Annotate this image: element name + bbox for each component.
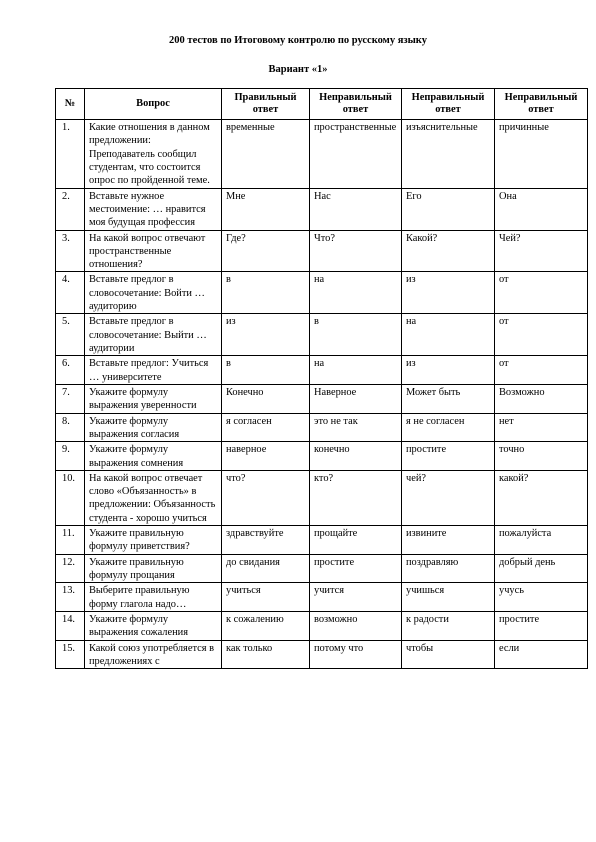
question-cell: Вставьте предлог в словосочетание: Выйти … аудитории — [85, 314, 222, 356]
page-title: 200 тестов по Итоговому контролю по русскому языку — [169, 35, 427, 46]
wrong-answer-3-cell: простите — [495, 611, 588, 640]
wrong-answer-1-cell: простите — [310, 554, 402, 583]
wrong-answer-3-cell: точно — [495, 442, 588, 471]
wrong-answer-1-cell: Что? — [310, 230, 402, 272]
wrong-answer-3-cell: добрый день — [495, 554, 588, 583]
table-row — [56, 640, 588, 669]
table-row — [56, 442, 588, 471]
wrong-answer-3-cell: Чей? — [495, 230, 588, 272]
correct-answer-cell: временные — [222, 120, 310, 189]
wrong-answer-2-cell: к радости — [402, 611, 495, 640]
wrong-answer-1-cell: Нас — [310, 188, 402, 230]
wrong-answer-2-cell: простите — [402, 442, 495, 471]
table-row — [56, 583, 588, 612]
row-number: 13. — [56, 583, 85, 612]
wrong-answer-2-cell: Какой? — [402, 230, 495, 272]
wrong-answer-1-cell: пространственные — [310, 120, 402, 189]
wrong-answer-3-cell: какой? — [495, 470, 588, 525]
table-row — [56, 384, 588, 413]
question-cell: Вставьте предлог в словосочетание: Войти … аудиторию — [85, 272, 222, 314]
row-number: 15. — [56, 640, 85, 669]
question-cell: Какой союз употребляется в предложениях с — [85, 640, 222, 669]
wrong-answer-3-cell: Возможно — [495, 384, 588, 413]
correct-answer-cell: в — [222, 272, 310, 314]
table-row — [56, 230, 588, 272]
question-cell: Какие отношения в данном предложении: Преподаватель сообщил студентам, что состоится опрос по пройденной теме. — [85, 120, 222, 189]
question-cell: Укажите формулу выражения сожаления — [85, 611, 222, 640]
wrong-answer-3-cell: от — [495, 314, 588, 356]
wrong-answer-2-cell: изъяснительные — [402, 120, 495, 189]
correct-answer-cell: как только — [222, 640, 310, 669]
wrong-answer-3-cell: от — [495, 272, 588, 314]
header-number: № — [56, 89, 85, 120]
table-row — [56, 413, 588, 442]
wrong-answer-3-cell: нет — [495, 413, 588, 442]
variant-heading: Вариант «1» — [268, 64, 328, 75]
wrong-answer-1-cell: в — [310, 314, 402, 356]
wrong-answer-1-cell: Наверное — [310, 384, 402, 413]
correct-answer-cell: Где? — [222, 230, 310, 272]
wrong-answer-2-cell: из — [402, 272, 495, 314]
header-wrong-answer-3: Неправильный ответ — [495, 89, 588, 120]
row-number: 5. — [56, 314, 85, 356]
correct-answer-cell: здравствуйте — [222, 526, 310, 555]
correct-answer-cell: к сожалению — [222, 611, 310, 640]
question-cell: Укажите правильную формулу прощания — [85, 554, 222, 583]
wrong-answer-2-cell: поздравляю — [402, 554, 495, 583]
question-cell: Укажите формулу выражения согласия — [85, 413, 222, 442]
question-cell: Вставьте предлог: Учиться … университете — [85, 356, 222, 385]
table-row — [56, 356, 588, 385]
correct-answer-cell: в — [222, 356, 310, 385]
row-number: 14. — [56, 611, 85, 640]
question-cell: Укажите формулу выражения уверенности — [85, 384, 222, 413]
wrong-answer-1-cell: кто? — [310, 470, 402, 525]
table-row — [56, 526, 588, 555]
correct-answer-cell: до свидания — [222, 554, 310, 583]
question-cell: Укажите формулу выражения сомнения — [85, 442, 222, 471]
wrong-answer-2-cell: на — [402, 314, 495, 356]
table-header-row — [56, 89, 588, 120]
table-row — [56, 188, 588, 230]
wrong-answer-1-cell: на — [310, 272, 402, 314]
wrong-answer-3-cell: Она — [495, 188, 588, 230]
wrong-answer-2-cell: Его — [402, 188, 495, 230]
header-question: Вопрос — [85, 89, 222, 120]
wrong-answer-3-cell: если — [495, 640, 588, 669]
row-number: 1. — [56, 120, 85, 189]
wrong-answer-2-cell: учишься — [402, 583, 495, 612]
wrong-answer-2-cell: Может быть — [402, 384, 495, 413]
correct-answer-cell: учиться — [222, 583, 310, 612]
row-number: 7. — [56, 384, 85, 413]
wrong-answer-1-cell: прощайте — [310, 526, 402, 555]
wrong-answer-3-cell: учусь — [495, 583, 588, 612]
wrong-answer-1-cell: на — [310, 356, 402, 385]
test-table — [55, 88, 588, 669]
row-number: 3. — [56, 230, 85, 272]
wrong-answer-2-cell: я не согласен — [402, 413, 495, 442]
wrong-answer-1-cell: это не так — [310, 413, 402, 442]
correct-answer-cell: Мне — [222, 188, 310, 230]
wrong-answer-2-cell: чей? — [402, 470, 495, 525]
header-wrong-answer-2: Неправильный ответ — [402, 89, 495, 120]
question-cell: На какой вопрос отвечает слово «Объязанность» в предложении: Объязанность студента - хорошо учиться — [85, 470, 222, 525]
wrong-answer-1-cell: потому что — [310, 640, 402, 669]
table-row — [56, 611, 588, 640]
correct-answer-cell: Конечно — [222, 384, 310, 413]
wrong-answer-1-cell: возможно — [310, 611, 402, 640]
row-number: 6. — [56, 356, 85, 385]
wrong-answer-3-cell: от — [495, 356, 588, 385]
wrong-answer-1-cell: конечно — [310, 442, 402, 471]
wrong-answer-2-cell: из — [402, 356, 495, 385]
correct-answer-cell: что? — [222, 470, 310, 525]
row-number: 10. — [56, 470, 85, 525]
row-number: 11. — [56, 526, 85, 555]
row-number: 2. — [56, 188, 85, 230]
question-cell: Выберите правильную форму глагола надо… — [85, 583, 222, 612]
row-number: 4. — [56, 272, 85, 314]
row-number: 12. — [56, 554, 85, 583]
wrong-answer-2-cell: чтобы — [402, 640, 495, 669]
row-number: 8. — [56, 413, 85, 442]
correct-answer-cell: я согласен — [222, 413, 310, 442]
header-wrong-answer-1: Неправильный ответ — [310, 89, 402, 120]
wrong-answer-2-cell: извините — [402, 526, 495, 555]
table-row — [56, 470, 588, 525]
wrong-answer-1-cell: учится — [310, 583, 402, 612]
question-cell: На какой вопрос отвечают пространственные отношения? — [85, 230, 222, 272]
table-row — [56, 120, 588, 189]
correct-answer-cell: из — [222, 314, 310, 356]
correct-answer-cell: наверное — [222, 442, 310, 471]
row-number: 9. — [56, 442, 85, 471]
table-row — [56, 272, 588, 314]
wrong-answer-3-cell: пожалуйста — [495, 526, 588, 555]
question-cell: Укажите правильную формулу приветствия? — [85, 526, 222, 555]
table-row — [56, 554, 588, 583]
wrong-answer-3-cell: причинные — [495, 120, 588, 189]
header-correct-answer: Правильный ответ — [222, 89, 310, 120]
table-row — [56, 314, 588, 356]
question-cell: Вставьте нужное местоимение: … нравится моя будущая профессия — [85, 188, 222, 230]
